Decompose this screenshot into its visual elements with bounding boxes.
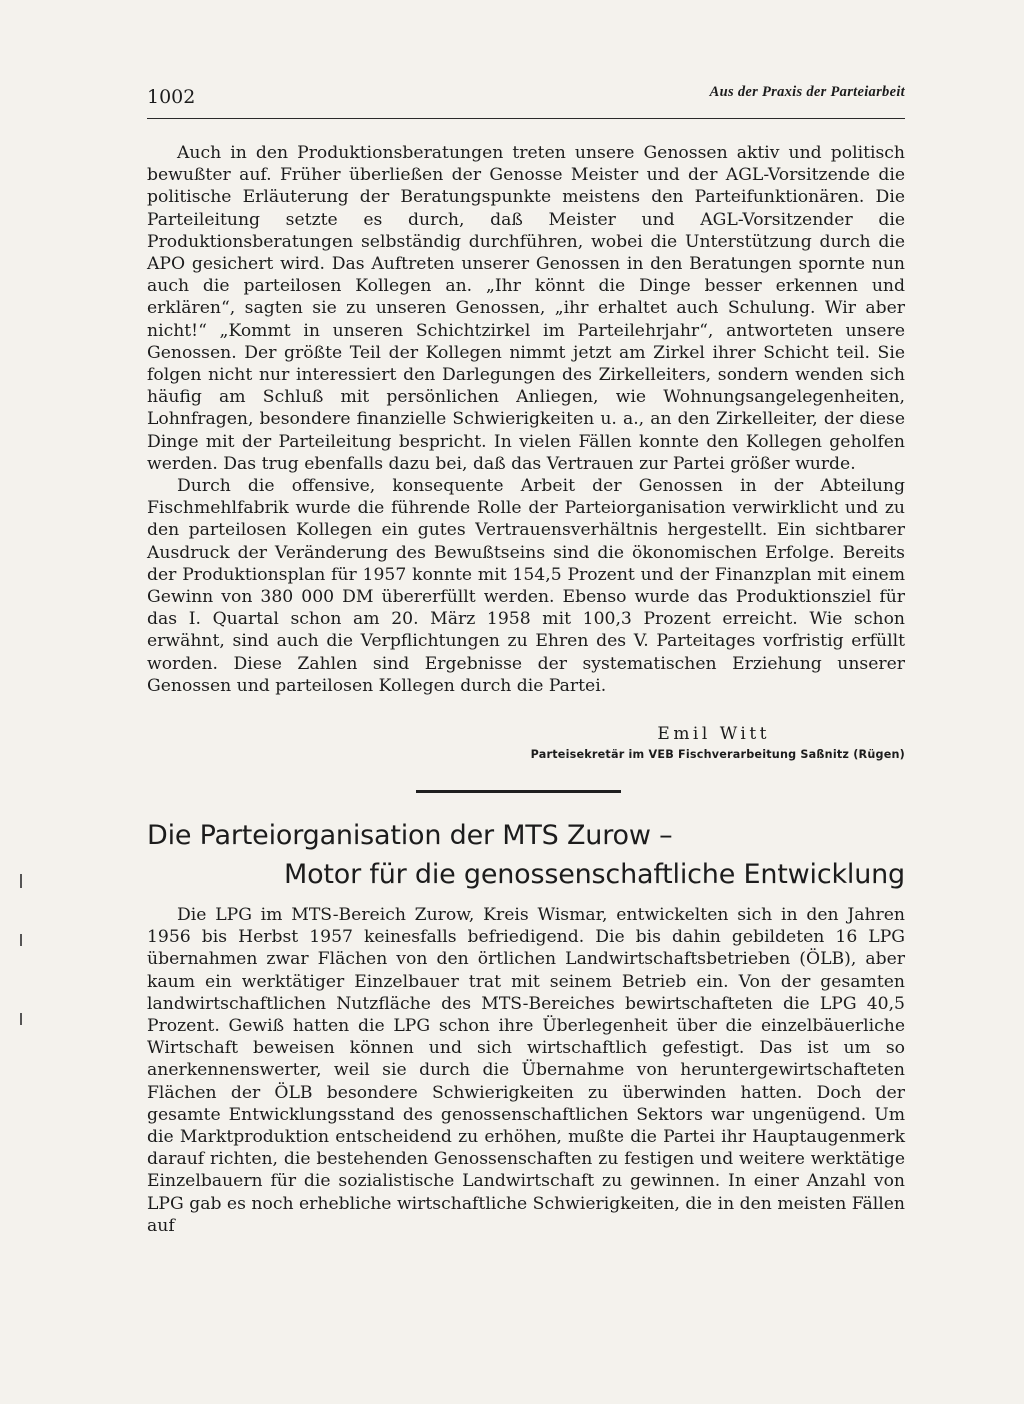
scan-edge-mark <box>20 1013 22 1025</box>
paragraph: Durch die offensive, konsequente Arbeit der Genossen in der Abteilung Fischmehlfabrik wurde die führende Rolle der Parteiorganisation verwirklicht und zu den parteilosen Kollegen ein gutes Vertrauensverhältnis hergestellt. Ein sichtbarer Ausdruck der Veränderung des Bewußtseins sind die ökonomischen Erfolge. Bereits der Produktionsplan für 1957 konnte mit 154,5 Prozent und der Finanzplan mit einem Gewinn von 380 000 DM übererfüllt werden. Ebenso wurde das Produktionsziel für das I. Quartal schon am 20. März 1958 mit 100,3 Prozent erreicht. Wie schon erwähnt, sind auch die Verpflichtungen zu Ehren des V. Parteitages vorfristig erfüllt worden. Diese Zahlen sind Ergebnisse der systematischen Erziehung unserer Genossen und parteilosen Kollegen durch die Partei. <box>147 476 905 696</box>
paragraph: Die LPG im MTS-Bereich Zurow, Kreis Wismar, entwickelten sich in den Jahren 1956 bis Herbst 1957 keinesfalls befriedigend. Die bis dahin gebildeten 16 LPG übernahmen zwar Flächen von den örtlichen Landwirtschaftsbetrieben (ÖLB), aber kaum ein werktätiger Einzelbauer trat mit seinem Betrieb ein. Von der gesamten landwirtschaftlichen Nutzfläche des MTS-Bereiches bewirtschafteten die LPG 40,5 Prozent. Gewiß hatten die LPG schon ihre Überlegenheit über die einzelbäuerliche Wirtschaft beweisen können und sich wirtschaftlich gefestigt. Das ist um so anerkennenswerter, weil sie durch die Übernahme von heruntergewirtschafteten Flächen der ÖLB besondere Schwierigkeiten zu überwinden hatten. Doch der gesamte Entwicklungsstand des genossenschaftlichen Sektors war ungenügend. Um die Marktproduktion entscheidend zu erhöhen, mußte die Partei ihr Hauptaugenmerk darauf richten, die bestehenden Genossenschaften zu festigen und weitere werktätige Einzelbauern für die sozialistische Landwirtschaft zu gewinnen. In einer Anzahl von LPG gab es noch erhebliche wirtschaftliche Schwierigkeiten, die in den meisten Fällen auf <box>147 905 905 1236</box>
article-1-body <box>147 142 905 697</box>
author-name: Emil Witt <box>657 724 770 744</box>
article-2-body <box>147 904 905 1237</box>
paragraph: Auch in den Produktionsberatungen treten unsere Genossen aktiv und politisch bewußter auf. Früher überließen der Genosse Meister und der AGL-Vorsitzende die politische Erläuterung der Beratungspunkte meistens den Parteifunktionären. Die Parteileitung setzte es durch, daß Meister und AGL-Vorsitzender die Produktionsberatungen selbständig durchführen, wobei die Unterstützung durch die APO gesichert wird. Das Auftreten unserer Genossen in den Beratungen spornte nun auch die parteilosen Kollegen an. „Ihr könnt die Dinge besser erkennen und erklären“, sagten sie zu unseren Genossen, „ihr erhaltet auch Schulung. Wir aber nicht!“ „Kommt in unseren Schichtzirkel im Parteilehrjahr“, antworteten unsere Genossen. Der größte Teil der Kollegen nimmt jetzt am Zirkel ihrer Schicht teil. Sie folgen nicht nur interessiert den Darlegungen des Zirkelleiters, sondern wenden sich häufig am Schluß mit persönlichen Anliegen, wie Wohnungsangelegenheiten, Lohnfragen, besondere finanzielle Schwierigkeiten u. a., an den Zirkelleiter, der diese Dinge mit der Parteileitung bespricht. In vielen Fällen konnte den Kollegen geholfen werden. Das trug ebenfalls dazu bei, daß das Vertrauen zur Partei größer wurde. <box>147 143 905 474</box>
document-page <box>147 78 905 1236</box>
author-title: Parteisekretär im VEB Fischverarbeitung Saßnitz (Rügen) <box>530 748 905 761</box>
title-line-2: Motor für die genossenschaftliche Entwicklung <box>283 859 905 890</box>
article-1-signature <box>147 724 905 768</box>
page-number: 1002 <box>147 86 196 108</box>
scan-edge-mark <box>20 874 22 888</box>
running-head: Aus der Praxis der Parteiarbeit <box>709 84 905 100</box>
title-line-1: Die Parteiorganisation der MTS Zurow – <box>147 820 673 851</box>
article-2-title <box>147 816 905 894</box>
section-divider <box>416 790 621 793</box>
scan-edge-mark <box>20 934 22 946</box>
page-header <box>147 78 905 119</box>
